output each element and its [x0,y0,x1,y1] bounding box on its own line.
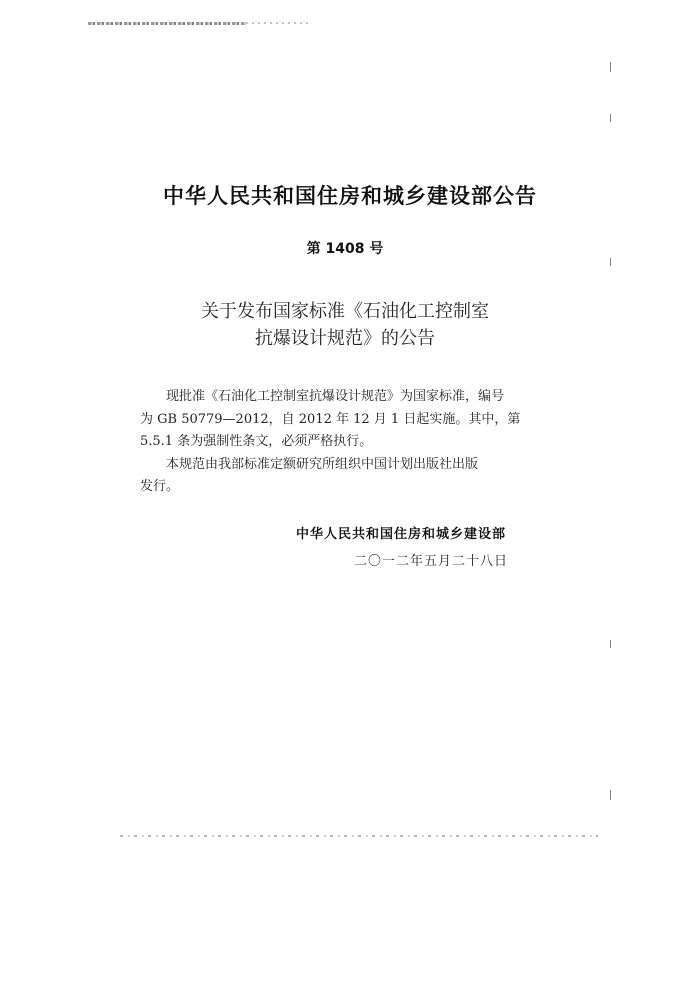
scan-artifact-edge [610,114,611,122]
issuer-name: 中华人民共和国住房和城乡建设部 [296,527,507,542]
announcement-number: 第 1408 号 [306,241,384,257]
scan-artifact-edge [610,790,611,800]
announcement-subtitle [0,298,690,352]
paragraph-line: 现批准《石油化工控制室抗爆设计规范》为国家标准，编号 [166,389,505,404]
scan-artifact-bottom [120,835,598,837]
issue-date: 二〇一二年五月二十八日 [354,554,509,569]
paragraph-line: 本规范由我部标准定额研究所组织中国计划出版社出版 [166,456,479,472]
scan-artifact-edge [610,62,611,72]
scan-artifact-edge [610,258,611,266]
announcement-title: 中华人民共和国住房和城乡建设部公告 [163,184,537,208]
scan-artifact-edge [610,640,611,648]
subtitle-line: 关于发布国家标准《石油化工控制室 [201,301,489,322]
subtitle-line: 抗爆设计规范》的公告 [255,328,435,349]
paragraph-line: 为 GB 50779—2012，自 2012 年 12 月 1 日起实施。其中，第 [140,411,521,427]
paragraph-line: 发行。 [140,479,180,494]
scan-artifact-top [88,22,246,25]
announcement-body [140,386,540,499]
scan-artifact-top-faint [246,22,308,24]
paragraph-line: 5.5.1 条为强制性条文，必须严格执行。 [140,434,373,449]
